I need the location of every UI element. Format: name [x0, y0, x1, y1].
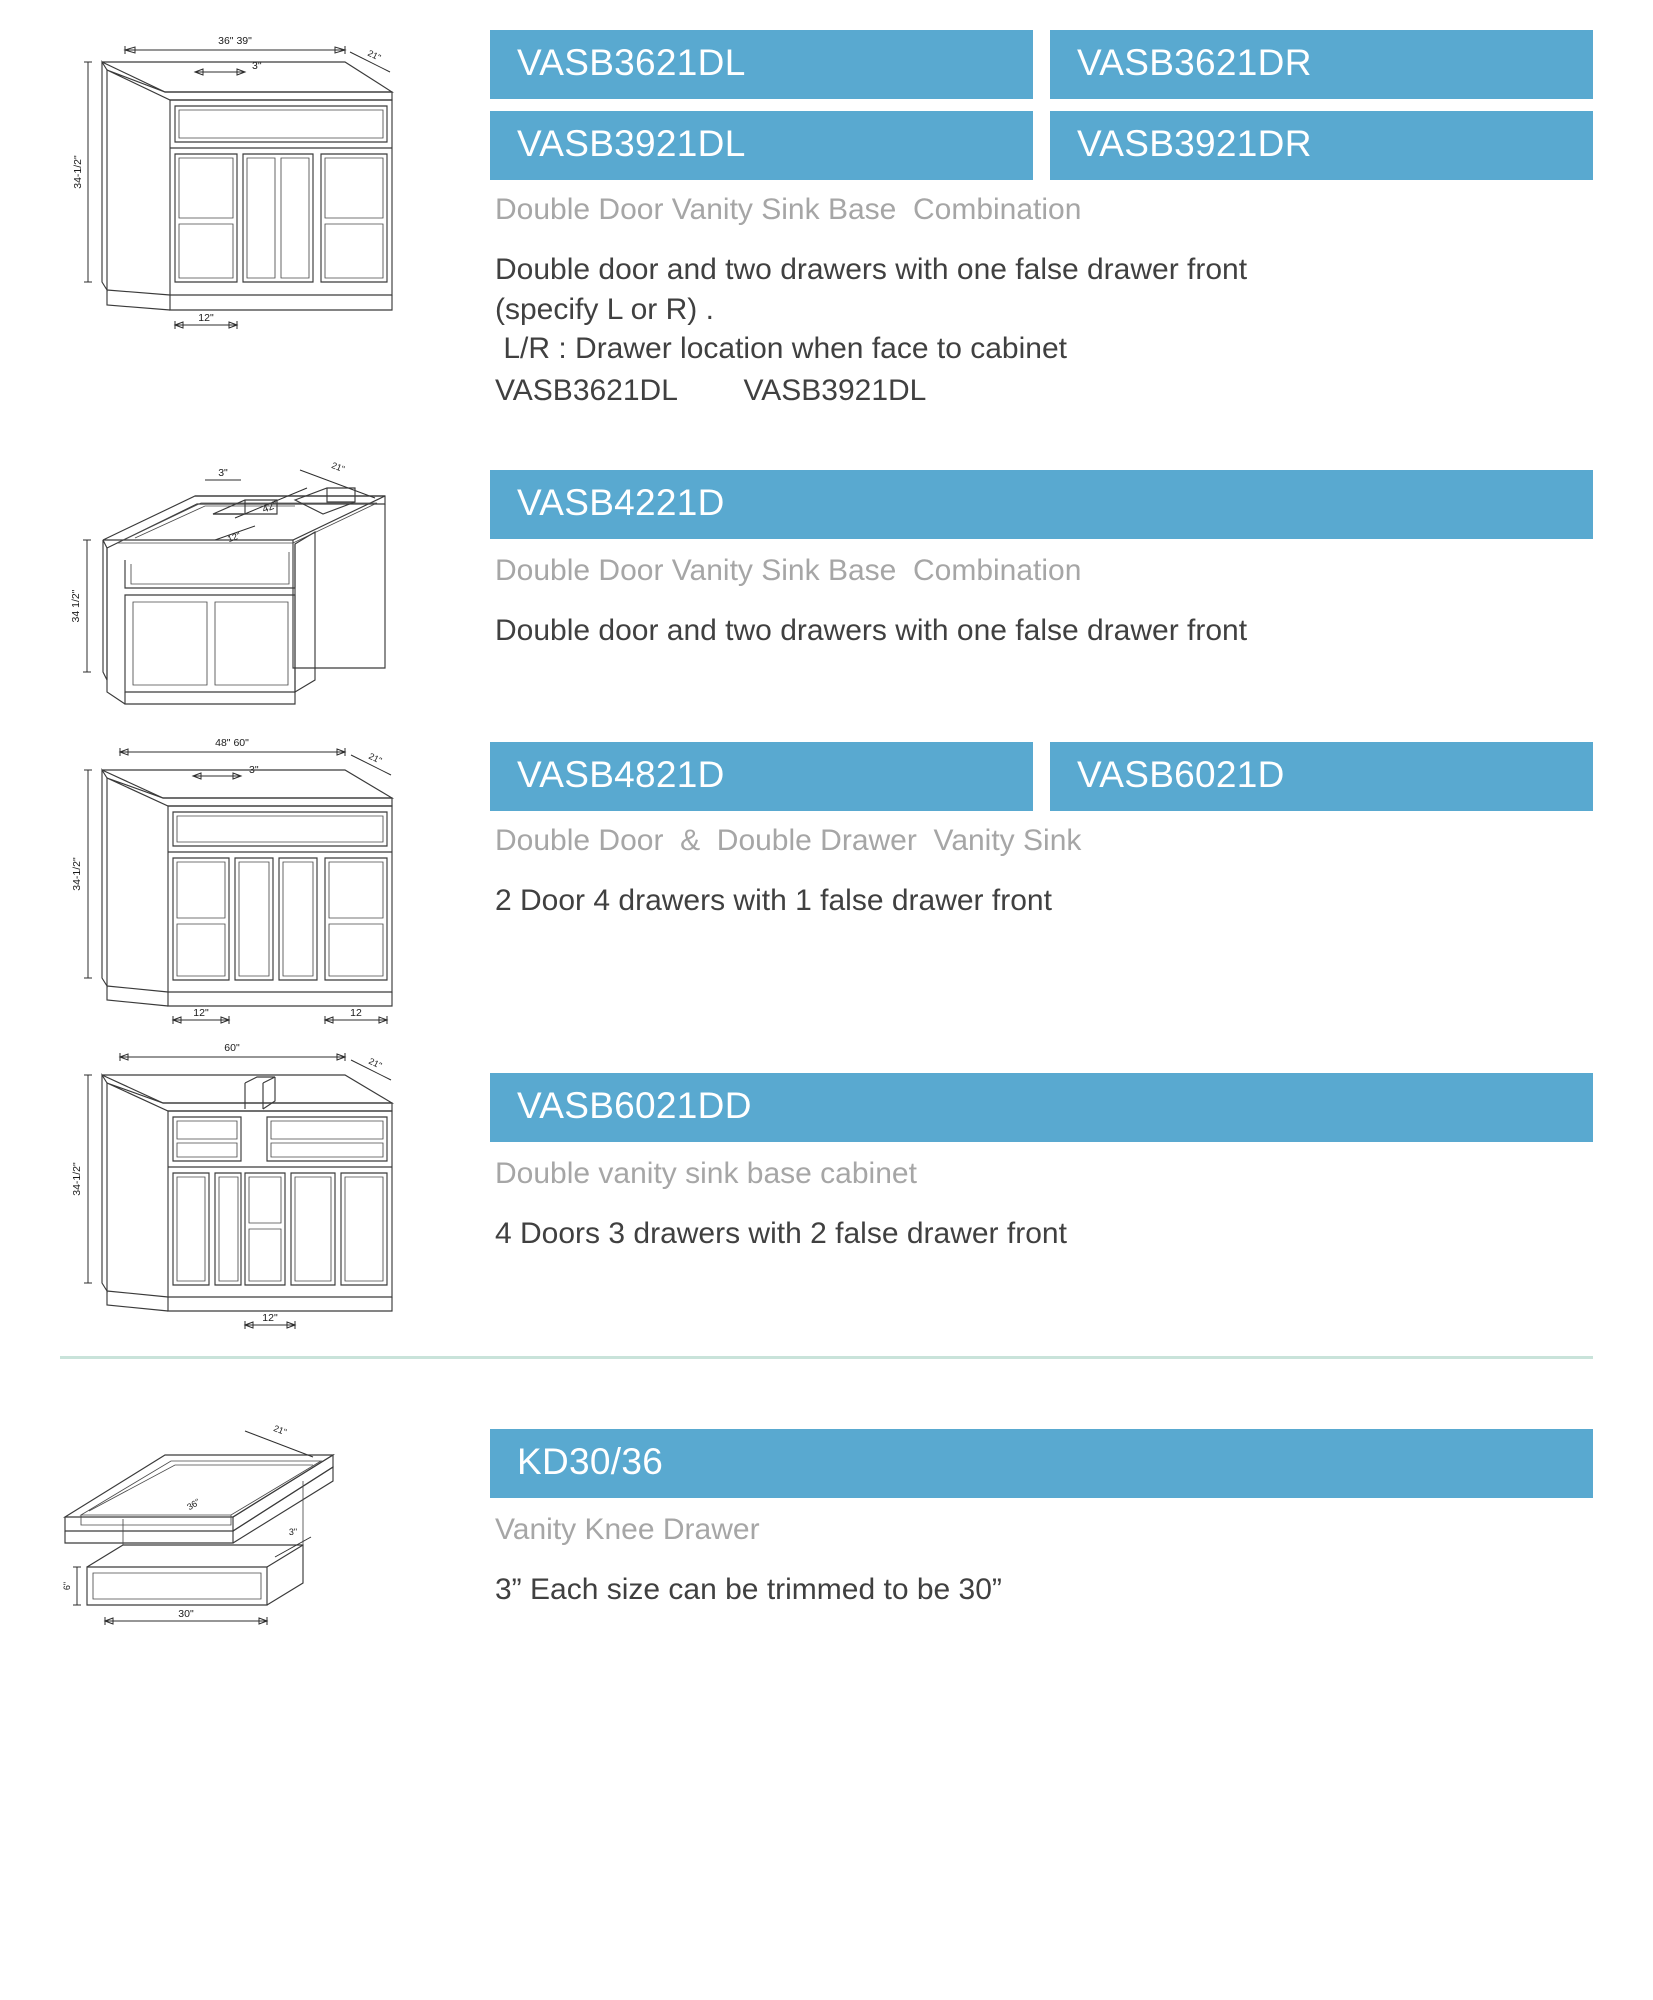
product-description — [490, 250, 1593, 412]
product-section-vasb3621-3921 — [0, 0, 1653, 430]
dim-depth-label: 21" — [330, 460, 347, 475]
dim-drawer-width-label: 12" — [226, 530, 242, 545]
dim-trim-label: 3" — [288, 1527, 298, 1537]
drawing-cell — [0, 1399, 490, 1669]
dim-height-label: 6" — [62, 1581, 72, 1591]
info-cell — [490, 1399, 1653, 1610]
info-cell — [490, 1025, 1653, 1254]
code-badge-group — [490, 1429, 1593, 1498]
product-description — [490, 881, 1593, 921]
code-badge-group — [490, 111, 1593, 180]
dim-height-label: 34-1/2" — [72, 155, 84, 189]
code-examples: VASB3621DL VASB3921DL — [495, 374, 927, 408]
cabinet-drawing-vasb6021dd — [45, 1035, 445, 1335]
product-section-kd30-36 — [0, 1359, 1653, 1689]
product-section-vasb4821-6021 — [0, 720, 1653, 1025]
dim-depth-label: 21" — [272, 1423, 289, 1438]
description-line: Double door and two drawers with one false drawer front — [495, 613, 1248, 647]
product-subtitle: Double Door Vanity Sink Base Combination — [495, 192, 1082, 226]
description-line: 4 Doors 3 drawers with 2 false drawer front — [495, 1216, 1067, 1250]
product-description — [490, 1570, 1593, 1610]
product-code-badge[interactable]: VASB4221D — [490, 470, 1593, 539]
product-subtitle: Double vanity sink base cabinet — [495, 1156, 917, 1190]
product-code-badge[interactable]: VASB4821D — [490, 742, 1033, 811]
description-line: 2 Door 4 drawers with 1 false drawer front — [495, 883, 1052, 917]
cabinet-drawing-vasb4221d — [45, 440, 445, 710]
dim-drawer-width-label: 12" — [262, 1312, 278, 1324]
product-code-badge[interactable]: VASB6021DD — [490, 1073, 1593, 1142]
product-code-badge[interactable]: VASB3921DL — [490, 111, 1033, 180]
product-code-badge[interactable]: VASB3621DR — [1050, 30, 1593, 99]
product-subtitle: Double Door Vanity Sink Base Combination — [495, 553, 1082, 587]
dim-depth-label: 21" — [367, 750, 384, 766]
dim-width-label: 60" — [224, 1042, 240, 1054]
knee-drawer-drawing — [45, 1409, 445, 1669]
dim-depth-label: 21" — [366, 47, 383, 63]
dim-width-top-label: 36" — [185, 1496, 202, 1513]
product-description — [490, 611, 1593, 651]
dim-width-label: 42" — [260, 498, 280, 516]
product-description — [490, 1214, 1593, 1254]
drawing-cell — [0, 1025, 490, 1335]
dim-filler-label: 3" — [249, 764, 259, 776]
code-badge-group — [490, 1073, 1593, 1142]
dim-width-bottom-label: 30" — [178, 1608, 194, 1620]
code-badge-group — [490, 470, 1593, 539]
dim-width-label: 48" 60" — [215, 737, 249, 749]
product-subtitle: Double Door & Double Drawer Vanity Sink — [495, 823, 1082, 857]
cabinet-drawing-vasb4821 — [45, 730, 445, 1030]
product-code-badge[interactable]: VASB6021D — [1050, 742, 1593, 811]
description-line: 3” Each size can be trimmed to be 30” — [495, 1572, 1002, 1606]
dim-height-label: 34-1/2" — [71, 857, 83, 891]
cabinet-drawing-vasb3621 — [45, 10, 445, 340]
dim-height-label: 34-1/2" — [71, 1162, 83, 1196]
info-cell — [490, 0, 1653, 411]
dim-height-label: 34 1/2" — [70, 589, 82, 623]
product-subtitle: Vanity Knee Drawer — [495, 1512, 760, 1546]
drawing-cell — [0, 430, 490, 710]
drawing-cell — [0, 720, 490, 1030]
dim-filler-label: 3" — [252, 60, 262, 72]
product-section-vasb6021dd — [0, 1025, 1653, 1330]
description-line: (specify L or R) . — [495, 292, 714, 326]
dim-width-label: 36" 39" — [218, 35, 252, 47]
dim-filler-label: 3" — [218, 467, 228, 479]
product-code-badge[interactable]: KD30/36 — [490, 1429, 1593, 1498]
info-cell — [490, 720, 1653, 921]
dim-depth-label: 21" — [367, 1055, 384, 1071]
product-code-badge[interactable]: VASB3921DR — [1050, 111, 1593, 180]
description-line: L/R : Drawer location when face to cabinet — [495, 332, 1067, 366]
code-badge-group — [490, 742, 1593, 811]
product-section-vasb4221d — [0, 430, 1653, 720]
dim-drawer-width-right-label: 12 — [350, 1007, 362, 1019]
product-code-badge[interactable]: VASB3621DL — [490, 30, 1033, 99]
code-badge-group — [490, 30, 1593, 99]
description-line: Double door and two drawers with one false drawer front — [495, 252, 1248, 286]
dim-drawer-width-label: 12" — [198, 312, 214, 324]
info-cell — [490, 430, 1653, 651]
dim-drawer-width-left-label: 12" — [193, 1007, 209, 1019]
drawing-cell — [0, 0, 490, 340]
